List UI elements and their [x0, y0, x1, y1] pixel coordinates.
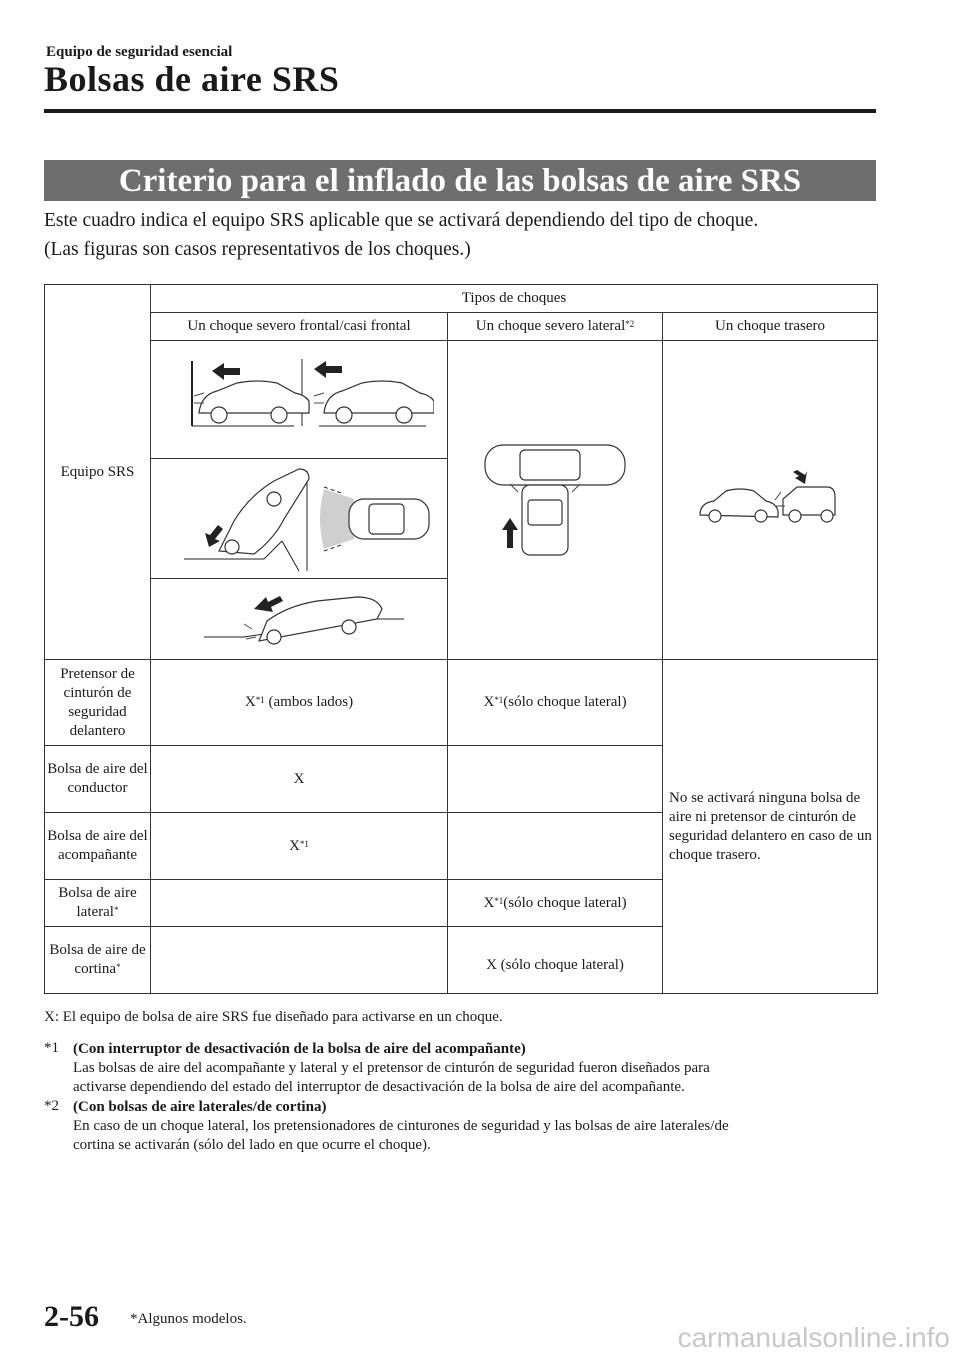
col-lateral-label: Un choque severo lateral: [475, 318, 626, 334]
models-note: *Algunos modelos.: [130, 1311, 247, 1327]
rear-crash-figure: [663, 341, 878, 660]
footnote-1: [73, 1040, 873, 1097]
offset-crash-illustration: [164, 459, 434, 577]
footnote-ref: *1: [255, 695, 265, 705]
intro-line-1: Este cuadro indica el equipo SRS aplicable que se activará dependiendo del tipo de choque.: [44, 210, 759, 231]
col-lateral-header: [448, 313, 663, 341]
footnote-2-title: (Con bolsas de aire laterales/de cortina): [73, 1099, 327, 1115]
srs-criteria-table: [44, 284, 878, 994]
footnote-ref: *1: [299, 838, 309, 849]
row-label-lateral: [45, 880, 151, 927]
lateral-frontal: [151, 880, 448, 927]
some-models-mark: *: [113, 905, 119, 915]
footnote-1-number: *1: [44, 1040, 59, 1056]
footnote-ref: *2: [625, 319, 635, 329]
row-label-text: Bolsa de aire lateral: [58, 885, 137, 920]
footnote-2: [73, 1098, 873, 1155]
conductor-frontal: X: [151, 746, 448, 813]
col-trasero-header: Un choque trasero: [663, 313, 878, 341]
lateral-crash-illustration: [480, 440, 630, 560]
rear-crash-illustration: [695, 470, 845, 530]
page-title: Bolsas de aire SRS: [44, 59, 340, 99]
underride-crash-illustration: [164, 579, 434, 657]
lateral-crash-figure: [448, 341, 663, 660]
x-mark: X: [244, 694, 256, 710]
some-models-mark: *: [116, 962, 121, 972]
watermark: carmanualsonline.info: [677, 1322, 950, 1353]
trasero-note: No se activará ninguna bolsa de aire ni pretensor de cinturón de seguridad delantero en caso de un choque trasero.: [663, 660, 878, 994]
title-rule: [44, 109, 876, 113]
page-number: 2-56: [44, 1300, 99, 1333]
cortina-frontal: [151, 927, 448, 994]
lateral-lateral: [448, 880, 663, 927]
footnote-2-line-2: cortina se activarán (sólo del lado en que ocurre el choque).: [73, 1137, 431, 1153]
frontal-crash-figure: [151, 341, 447, 459]
frontal-crash-illustration: [164, 341, 434, 451]
row-label-conductor: Bolsa de aire del conductor: [45, 746, 151, 813]
section-label: Equipo de seguridad esencial: [46, 44, 233, 60]
cell-text: (sólo choque lateral): [503, 894, 627, 911]
conductor-lateral: [448, 746, 663, 813]
intro-line-2: (Las figuras son casos representativos de los choques.): [44, 239, 471, 260]
row-label-acompanante: Bolsa de aire del acompañante: [45, 813, 151, 880]
acompanante-frontal: [151, 813, 448, 880]
offset-crash-figure: [151, 459, 447, 579]
footnote-1-title: (Con interruptor de desactivación de la bolsa de aire del acompañante): [73, 1041, 526, 1057]
row-label-text: Bolsa de aire de cortina: [49, 942, 146, 977]
pretensor-frontal: [151, 660, 448, 746]
cell-text: (ambos lados): [264, 694, 354, 710]
intro-text: [44, 206, 884, 264]
cell-text: (sólo choque lateral): [503, 694, 627, 710]
row-label-cortina: [45, 927, 151, 994]
x-mark: X: [483, 694, 495, 710]
underride-crash-figure: [151, 579, 447, 659]
footnote-2-line-1: En caso de un choque lateral, los pretensionadores de cinturones de seguridad y las bolsas de aire laterales/de: [73, 1118, 729, 1134]
pretensor-lateral: [448, 660, 663, 746]
footnote-1-line-1: Las bolsas de aire del acompañante y lateral y el pretensor de cinturón de seguridad fueron diseñados para: [73, 1060, 710, 1076]
row-label-pretensor: Pretensor de cinturón de seguridad delantero: [45, 660, 151, 746]
footnote-ref: *1: [494, 695, 504, 705]
equipo-srs-header: Equipo SRS: [45, 285, 151, 660]
footnote-ref: *1: [494, 895, 504, 906]
footnote-1-line-2: activarse dependiendo del estado del interruptor de desactivación de la bolsa de aire del acompañante.: [73, 1079, 685, 1095]
section-banner: Criterio para el inflado de las bolsas de aire SRS: [44, 160, 876, 201]
col-frontal-header: Un choque severo frontal/casi frontal: [151, 313, 448, 341]
x-mark: X: [483, 894, 495, 911]
footnote-2-number: *2: [44, 1098, 59, 1114]
acompanante-lateral: [448, 813, 663, 880]
cortina-lateral: X (sólo choque lateral): [448, 927, 663, 994]
tipos-choques-header: Tipos de choques: [151, 285, 878, 313]
x-mark: X: [289, 837, 300, 854]
x-legend-note: X: El equipo de bolsa de aire SRS fue diseñado para activarse en un choque.: [44, 1009, 503, 1025]
